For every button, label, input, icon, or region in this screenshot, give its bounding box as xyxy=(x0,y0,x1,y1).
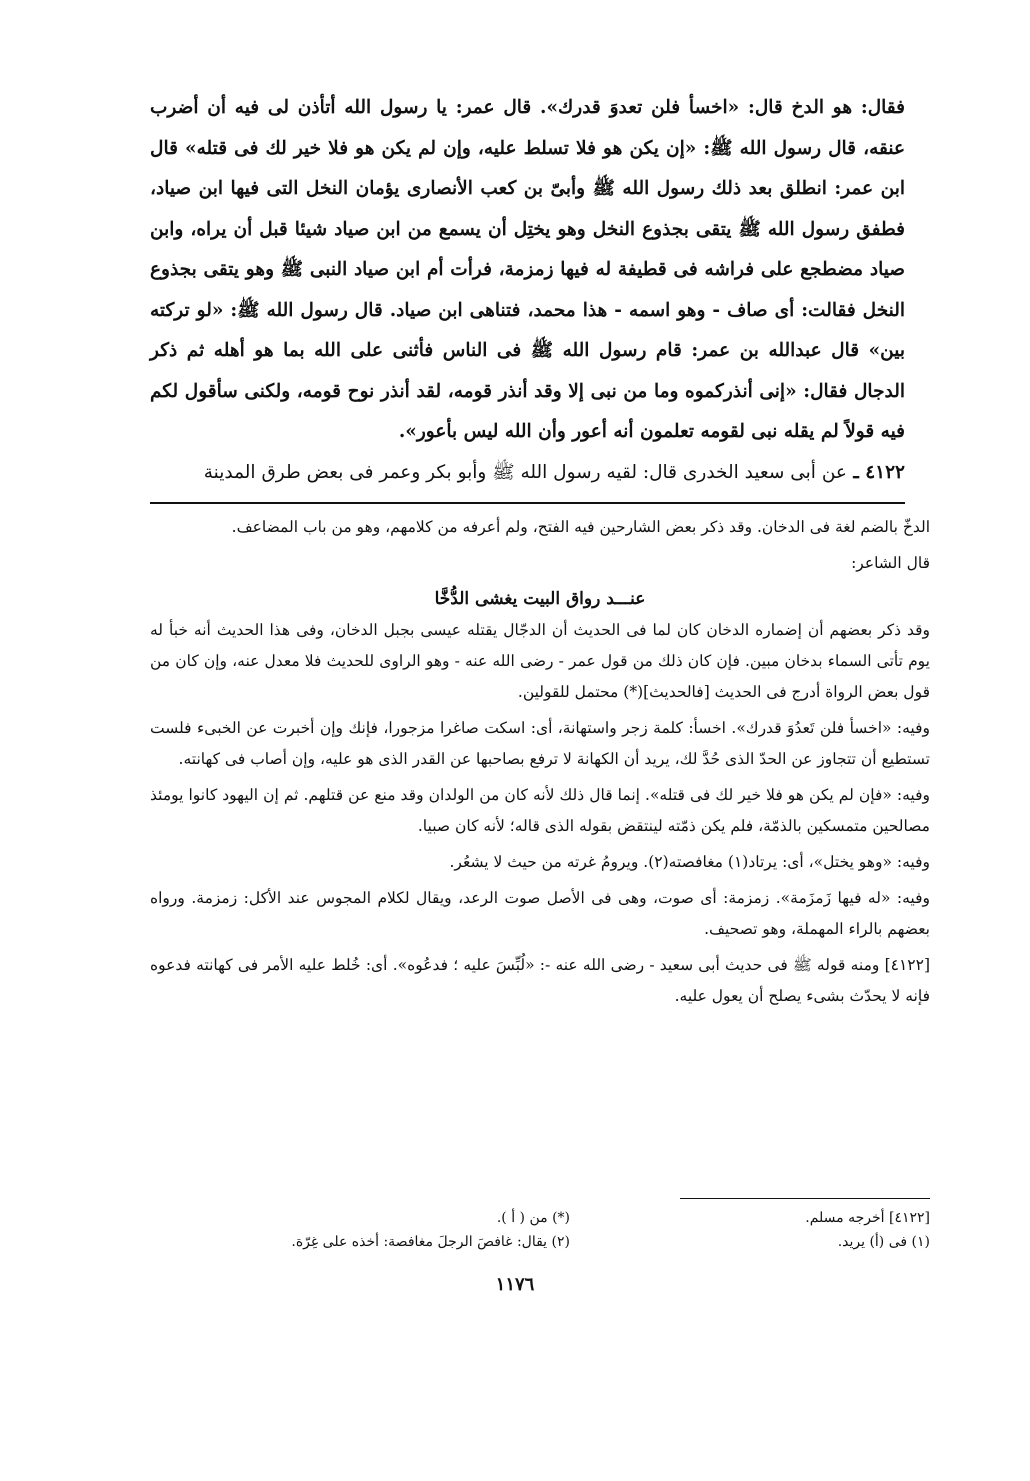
separator-rule xyxy=(150,502,905,504)
footnote: (*) من ( أ ). xyxy=(496,1210,570,1226)
footnotes xyxy=(240,1206,930,1254)
hadith-number: ٤١٢٢ xyxy=(865,461,905,483)
commentary-section xyxy=(150,512,930,1017)
page-number: ١١٧٦ xyxy=(495,1274,535,1295)
commentary-paragraph: وفيه: «له فيها زَمزَمة». زمزمة: أى صوت، وهى فى الأصل صوت الرعد، ويقال لكلام المجوس عند الأكل: زمزمة. ورواه بعضهم بالراء المهملة، وهو تصحيف. xyxy=(150,889,930,938)
hadith-entry: ٤١٢٢ ـ عن أبى سعيد الخدرى قال: لقيه رسول الله ﷺ وأبو بكر وعمر فى بعض طرق المدينة xyxy=(203,461,905,483)
commentary-paragraph: وفيه: «فإن لم يكن هو فلا خير لك فى قتله». إنما قال ذلك لأنه كان من الولدان وقد منع عن قتلهم. ثم إن اليهود كانوا يومئذ مصالحين متمسكين بالذمّة، فلم يكن ذمّته لينتقض بقوله الذى قاله؛ لأنه كان صبيا. xyxy=(150,786,930,835)
commentary-paragraph: وفيه: «اخسأ فلن تَعدُوَ قدرك». اخسأ: كلمة زجر واستهانة، أى: اسكت صاغرا مزجورا، فإنك وإن أخبرت عن الخبىء فلست تستطيع أن تتجاوز عن الحدّ الذى حُدَّ لك، يريد أن الكهانة لا ترفع بصاحبها عن القدر الذى هو عليه، وإن أصاب فى كهانته. xyxy=(150,719,930,768)
commentary-paragraph: [٤١٢٢] ومنه قوله ﷺ فى حديث أبى سعيد - رضى الله عنه -: «لُبِّسَ عليه ؛ فدعُوه». أى: خُلط عليه الأمر فى كهانته فدعوه فإنه لا يحدّث بشىء يصلح أن يعول عليه. xyxy=(150,956,930,1005)
footnote: [٤١٢٢] أخرجه مسلم. xyxy=(805,1210,930,1226)
footnote: (١) فى (أ) يريد. xyxy=(837,1234,930,1250)
commentary-paragraph: الدخّ بالضم لغة فى الدخان. وقد ذكر بعض الشارحين فيه الفتح، ولم أعرفه من كلامهم، وهو من باب المضاعف. xyxy=(231,518,930,536)
commentary-paragraph: وقد ذكر بعضهم أن إضماره الدخان كان لما فى الحديث أن الدجّال يقتله عيسى بجبل الدخان، وفى هذا الحديث أنه خبأ له يوم تأتى السماء بدخان مبين. فإن كان ذلك من قول عمر - رضى الله عنه - وهو الراوى للحديث فلا معدل عنه، وإن كان من قول بعض الرواة أدرج فى الحديث [فالحديث](*) محتمل للقولين. xyxy=(150,621,930,701)
footnote-rule xyxy=(680,1198,930,1199)
hadith-paragraph: فقال: هو الدخ قال: «اخسأ فلن تعدوَ قدرك». قال عمر: يا رسول الله أتأذن لى فيه أن أضرب عنقه، قال رسول الله ﷺ: «إن يكن هو فلا تسلط عليه، وإن لم يكن هو فلا خير لك فى قتله» قال ابن عمر: انطلق بعد ذلك رسول الله ﷺ وأبىّ بن كعب الأنصارى يؤمان النخل التى فيها ابن صياد، فطفق رسول الله ﷺ يتقى بجذوع النخل وهو يختِل أن يسمع من ابن صياد شيئا قبل أن يراه، وابن صياد مضطجع على فراشه فى قطيفة له فيها زمزمة، فرأت أم ابن صياد النبى ﷺ وهو يتقى بجذوع النخل فقالت: أى صاف - وهو اسمه - هذا محمد، فتناهى ابن صياد. قال رسول الله ﷺ: «لو تركته بين» قال عبدالله بن عمر: قام رسول الله ﷺ فى الناس فأثنى على الله بما هو أهله ثم ذكر الدجال فقال: «إنى أنذركموه وما من نبى إلا وقد أنذر قومه، لقد أنذر نوح قومه، ولكنى سأقول لكم فيه قولاً لم يقله نبى لقومه تعلمون أنه أعور وأن الله ليس بأعور». xyxy=(150,97,905,442)
poem-verse: عنـــد رواق البيت يغشى الدُّخَّا xyxy=(434,589,646,609)
commentary-paragraph: وفيه: «وهو يختل»، أى: يرتاد(١) مغافصته(٢). ويرومُ غرته من حيث لا يشعُر. xyxy=(449,853,930,871)
hadith-text xyxy=(150,88,905,493)
footnote: (٢) يقال: غافصَ الرجلَ مغافصة: أخذه على غِرّة. xyxy=(291,1234,570,1250)
hadith-paragraph: عن أبى سعيد الخدرى قال: لقيه رسول الله ﷺ وأبو بكر وعمر فى بعض طرق المدينة xyxy=(203,461,847,483)
commentary-paragraph: قال الشاعر: xyxy=(851,554,930,572)
